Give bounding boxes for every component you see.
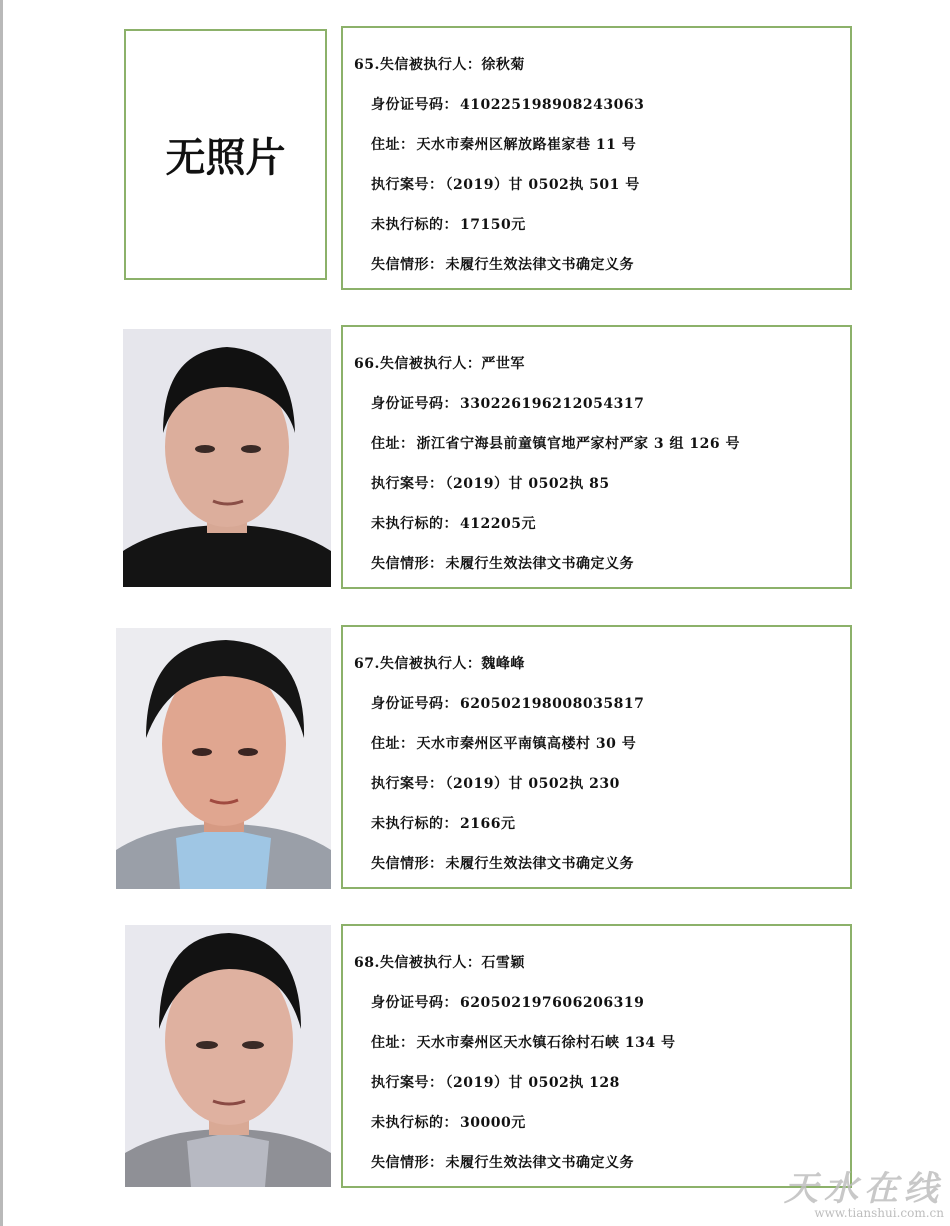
case-number-row (371, 773, 620, 793)
case-value: （2019）甘 0502执 85 (445, 476, 610, 492)
record-name-line: 66.失信被执行人：严世军 (354, 356, 525, 372)
amount-row (371, 513, 536, 533)
site-watermark (784, 1161, 944, 1220)
id-value: 330226196212054317 (460, 396, 645, 412)
case-number-row (371, 174, 640, 194)
address-value: 天水市秦州区解放路崔家巷 11 号 (416, 137, 637, 153)
id-value: 620502198008035817 (460, 696, 645, 712)
case-label: 执行案号： (371, 1075, 444, 1091)
id-label: 身份证号码： (371, 696, 458, 712)
page-left-edge (0, 0, 3, 1226)
address-row (371, 1032, 675, 1052)
record-card (341, 26, 852, 290)
reason-label: 失信情形： (371, 556, 444, 572)
case-value: （2019）甘 0502执 128 (445, 1075, 620, 1091)
address-label: 住址： (371, 736, 415, 752)
amount-label: 未执行标的： (371, 1115, 458, 1131)
amount-label: 未执行标的： (371, 217, 458, 233)
watermark-url: www.tianshui.com.cn (814, 1206, 944, 1220)
record-card (341, 625, 852, 889)
amount-value: 2166元 (460, 816, 516, 832)
amount-row (371, 1112, 526, 1132)
reason-value: 未履行生效法律文书确定义务 (445, 257, 634, 273)
case-label: 执行案号： (371, 776, 444, 792)
case-value: （2019）甘 0502执 501 号 (445, 177, 640, 193)
reason-value: 未履行生效法律文书确定义务 (445, 856, 634, 872)
amount-row (371, 214, 526, 234)
no-photo-label: 无照片 (165, 134, 286, 181)
amount-value: 17150元 (460, 217, 526, 233)
case-value: （2019）甘 0502执 230 (445, 776, 620, 792)
record-name-line: 68.失信被执行人：石雪颖 (354, 955, 525, 971)
address-row (371, 733, 636, 753)
reason-row (371, 853, 634, 873)
address-label: 住址： (371, 137, 415, 153)
reason-row (371, 1152, 634, 1172)
id-label: 身份证号码： (371, 396, 458, 412)
id-value: 410225198908243063 (460, 97, 645, 113)
address-value: 天水市秦州区天水镇石徐村石峡 134 号 (416, 1035, 676, 1051)
id-label: 身份证号码： (371, 97, 458, 113)
reason-value: 未履行生效法律文书确定义务 (445, 556, 634, 572)
person-silhouette-icon (125, 925, 331, 1187)
record-name-line: 67.失信被执行人：魏峰峰 (354, 656, 525, 672)
portrait-photo (125, 925, 331, 1187)
address-row (371, 134, 636, 154)
person-silhouette-icon (123, 329, 331, 587)
address-value: 天水市秦州区平南镇高楼村 30 号 (416, 736, 637, 752)
photo-placeholder-box (124, 29, 327, 280)
reason-row (371, 553, 634, 573)
id-number-row (371, 693, 644, 713)
reason-label: 失信情形： (371, 856, 444, 872)
reason-row (371, 254, 634, 274)
amount-label: 未执行标的： (371, 516, 458, 532)
id-number-row (371, 992, 644, 1012)
address-value: 浙江省宁海县前童镇官地严家村严家 3 组 126 号 (416, 436, 740, 452)
address-row (371, 433, 740, 453)
reason-value: 未履行生效法律文书确定义务 (445, 1155, 634, 1171)
reason-label: 失信情形： (371, 1155, 444, 1171)
portrait-photo (123, 329, 331, 587)
id-label: 身份证号码： (371, 995, 458, 1011)
address-label: 住址： (371, 436, 415, 452)
amount-label: 未执行标的： (371, 816, 458, 832)
id-number-row (371, 94, 644, 114)
watermark-logo: 天水在线 (784, 1169, 944, 1209)
case-number-row (371, 1072, 620, 1092)
amount-value: 30000元 (460, 1115, 526, 1131)
record-card (341, 325, 852, 589)
case-label: 执行案号： (371, 177, 444, 193)
amount-row (371, 813, 515, 833)
portrait-photo (116, 628, 331, 889)
amount-value: 412205元 (460, 516, 536, 532)
id-value: 620502197606206319 (460, 995, 645, 1011)
case-label: 执行案号： (371, 476, 444, 492)
case-number-row (371, 473, 610, 493)
person-silhouette-icon (116, 628, 331, 889)
record-card (341, 924, 852, 1188)
reason-label: 失信情形： (371, 257, 444, 273)
id-number-row (371, 393, 644, 413)
address-label: 住址： (371, 1035, 415, 1051)
record-name-line: 65.失信被执行人：徐秋菊 (354, 57, 525, 73)
